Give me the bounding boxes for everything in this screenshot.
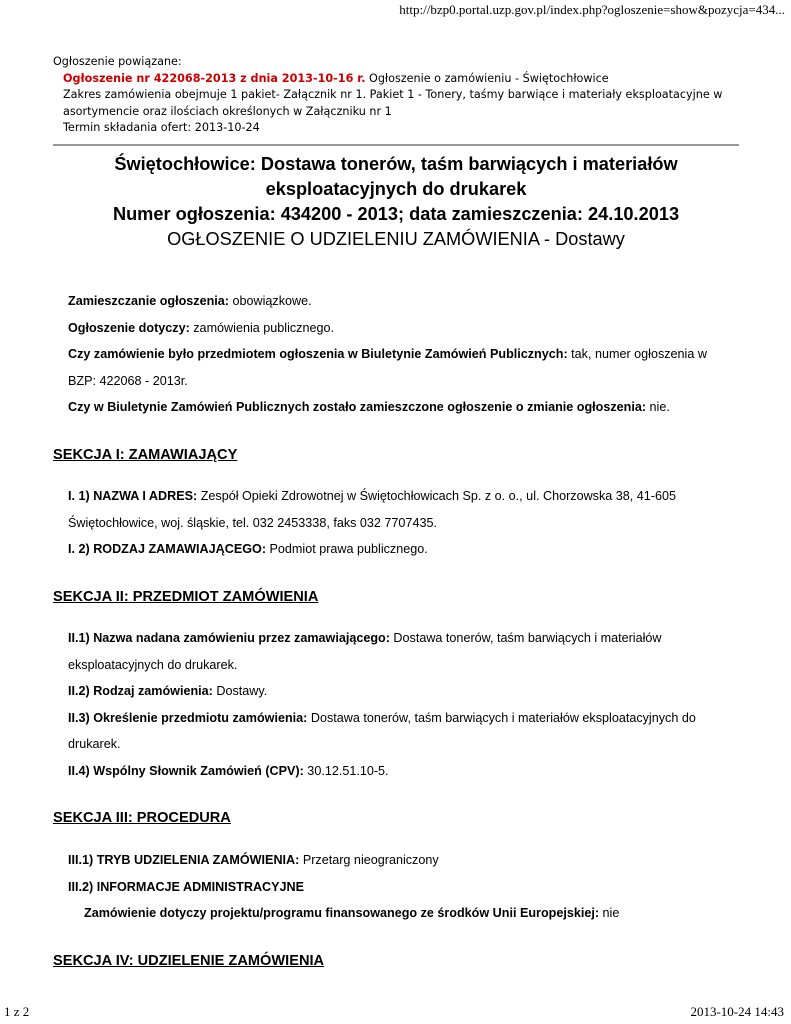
posting-label: Zamieszczanie ogłoszenia: xyxy=(68,294,229,308)
cpv-label: II.4) Wspólny Słownik Zamówień (CPV): xyxy=(68,763,304,778)
contracting-type-label: I. 2) RODZAJ ZAMAWIAJĄCEGO: xyxy=(68,542,267,556)
eu-funding-value: nie xyxy=(599,906,620,920)
admin-info-label: III.2) INFORMACJE ADMINISTRACYJNE xyxy=(68,879,305,894)
related-scope-1: Zakres zamówienia obejmuje 1 pakiet- Załącznik nr 1. Pakiet 1 - Tonery, taśmy barwiące i materiały eksploatacyjne w xyxy=(63,88,723,101)
contracting-type-value: Podmiot prawa publicznego. xyxy=(266,542,428,556)
name-address-value-2: Świętochłowice, woj. śląskie, tel. 032 2453338, faks 032 7707435. xyxy=(68,515,437,530)
section-1-body xyxy=(68,483,676,563)
title-line-2: eksploatacyjnych do drukarek xyxy=(265,179,527,199)
page-number: 1 z 2 xyxy=(4,1004,30,1019)
concerns-value: zamówienia publicznego. xyxy=(189,320,334,335)
posting-value: obowiązkowe. xyxy=(228,294,312,308)
procedure-mode-value: Przetarg nieograniczony xyxy=(299,853,439,867)
intro-block xyxy=(68,288,707,421)
concerns-label: Ogłoszenie dotyczy: xyxy=(68,320,190,335)
bzp-value-2: BZP: 422068 - 2013r. xyxy=(68,373,188,388)
notice-title xyxy=(53,152,739,252)
title-line-1: Świętochłowice: Dostawa tonerów, taśm barwiących i materiałów xyxy=(114,154,678,174)
bzp-value: tak, numer ogłoszenia w xyxy=(567,347,707,361)
print-url: http://bzp0.portal.uzp.gov.pl/index.php?ogloszenie=show&pozycja=434... xyxy=(399,2,785,17)
name-address-value: Zespół Opieki Zdrowotnej w Świętochłowicach Sp. z o. o., ul. Chorzowska 38, 41-605 xyxy=(197,489,676,503)
related-reference-link[interactable]: Ogłoszenie nr 422068-2013 z dnia 2013-10-16 r. xyxy=(63,71,366,85)
order-subject-label: II.3) Określenie przedmiotu zamówienia: xyxy=(68,710,308,725)
order-name-label: II.1) Nazwa nadana zamówieniu przez zamawiającego: xyxy=(68,631,390,645)
section-3-heading: SEKCJA III: PROCEDURA xyxy=(53,810,231,826)
related-deadline: Termin składania ofert: 2013-10-24 xyxy=(63,121,260,134)
order-kind-value: Dostawy. xyxy=(212,684,268,698)
section-1-heading: SEKCJA I: ZAMAWIAJĄCY xyxy=(53,447,238,463)
related-reference-rest: Ogłoszenie o zamówieniu - Świętochłowice xyxy=(365,71,609,85)
section-2-body xyxy=(68,625,696,784)
change-label: Czy w Biuletynie Zamówień Publicznych zostało zamieszczone ogłoszenie o zmianie ogłoszenia: xyxy=(68,400,647,414)
order-name-value-2: eksploatacyjnych do drukarek. xyxy=(68,657,238,672)
related-scope-2: asortymencie oraz ilościach określonych w Załączniku nr 1 xyxy=(63,104,392,118)
related-notice xyxy=(53,54,739,137)
procedure-mode-label: III.1) TRYB UDZIELENIA ZAMÓWIENIA: xyxy=(68,853,300,867)
order-name-value: Dostawa tonerów, taśm barwiących i materiałów xyxy=(389,631,662,645)
cpv-value: 30.12.51.10-5. xyxy=(303,763,389,778)
bzp-label: Czy zamówienie było przedmiotem ogłoszenia w Biuletynie Zamówień Publicznych: xyxy=(68,347,568,361)
divider xyxy=(53,144,739,146)
related-heading: Ogłoszenie powiązane: xyxy=(53,55,182,68)
title-line-3: Numer ogłoszenia: 434200 - 2013; data zamieszczenia: 24.10.2013 xyxy=(112,204,680,224)
eu-funding-label: Zamówienie dotyczy projektu/programu finansowanego ze środków Unii Europejskiej: xyxy=(84,906,600,920)
print-datetime: 2013-10-24 14:43 xyxy=(690,1004,784,1019)
order-kind-label: II.2) Rodzaj zamówienia: xyxy=(68,684,213,698)
section-3-body xyxy=(68,847,619,927)
title-line-4: OGŁOSZENIE O UDZIELENIU ZAMÓWIENIA - Dostawy xyxy=(167,229,625,249)
section-2-heading: SEKCJA II: PRZEDMIOT ZAMÓWIENIA xyxy=(53,589,319,605)
related-reference xyxy=(53,71,739,88)
change-value: nie. xyxy=(646,400,670,414)
order-subject-value-2: drukarek. xyxy=(68,737,121,751)
section-4-heading: SEKCJA IV: UDZIELENIE ZAMÓWIENIA xyxy=(53,953,325,969)
order-subject-value: Dostawa tonerów, taśm barwiących i materiałów eksploatacyjnych do xyxy=(307,710,696,725)
name-address-label: I. 1) NAZWA I ADRES: xyxy=(68,489,198,503)
